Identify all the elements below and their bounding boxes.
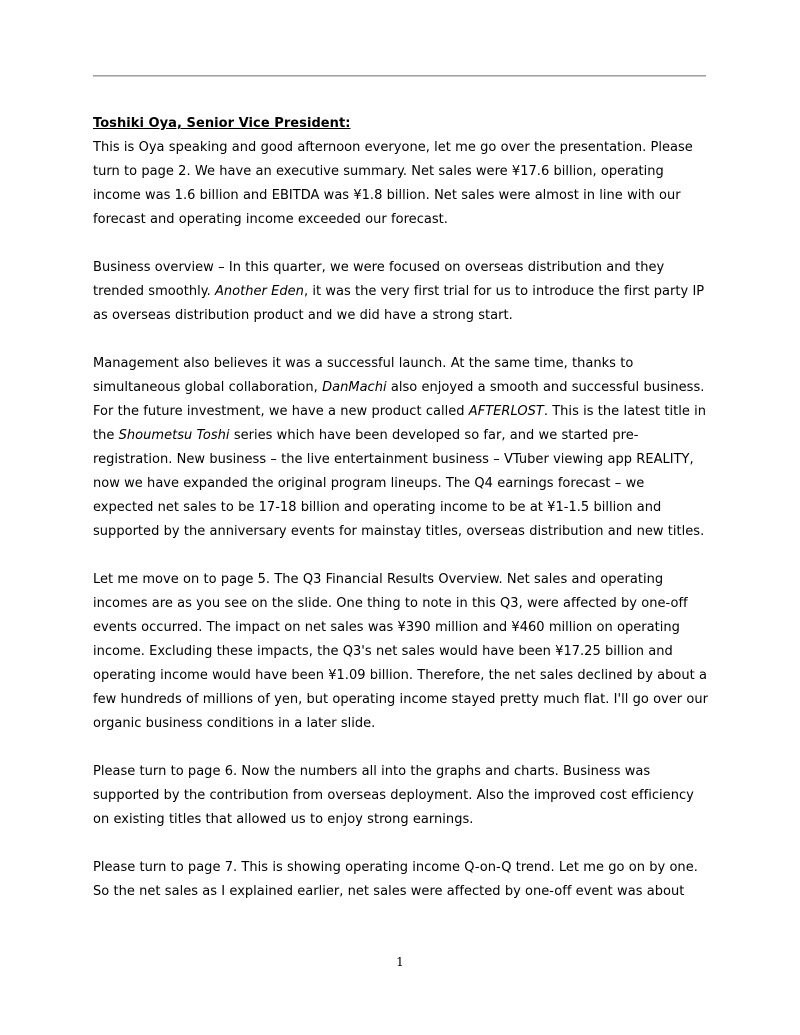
paragraph-spacer [93, 544, 708, 568]
header-divider [93, 75, 706, 77]
paragraph-q3-results: Let me move on to page 5. The Q3 Financial Results Overview. Net sales and operating incomes are as you see on the slide. One thing to note in this Q3, were affected by one-off events occurred. The impact on net sales was ¥390 million and ¥460 million on operating income. Excluding these impacts, the Q3's net sales would have been ¥17.25 billion and operating income would have been ¥1.09 billion. Therefore, the net sales declined by about a few hundreds of millions of yen, but operating income stayed pretty much flat. I'll go over our organic business conditions in a later slide. [93, 572, 709, 731]
document-body [93, 112, 708, 904]
text-segment: , it was the very first trial for us to introduce the first party IP as overseas distribution product and we did have a strong start. [93, 284, 705, 323]
paragraph-management [93, 352, 708, 544]
title-another-eden: Another Eden [214, 284, 304, 299]
paragraph-spacer [93, 736, 708, 760]
paragraph-page6: Please turn to page 6. Now the numbers all into the graphs and charts. Business was supported by the contribution from overseas deployment. Also the improved cost efficiency on existing titles that allowed us to enjoy strong earnings. [93, 764, 694, 827]
paragraph-spacer [93, 832, 708, 856]
paragraph-business-overview [93, 256, 708, 328]
speaker-heading: Toshiki Oya, Senior Vice President: [93, 116, 351, 131]
title-afterlost: AFTERLOST [468, 404, 544, 419]
page-number: 1 [396, 955, 404, 969]
text-segment: also enjoyed a smooth and successful business. For the future investment, we have a new product called [93, 380, 705, 419]
text-segment: . This is the latest title in the [93, 404, 707, 443]
title-danmachi: DanMachi [322, 380, 387, 395]
paragraph-spacer [93, 328, 708, 352]
text-segment: series which have been developed so far, and we started pre-registration. New business – the live entertainment business – VTuber viewing app REALITY, now we have expanded the original program lineups. The Q4 earnings forecast – we expected net sales to be 17-18 billion and operating income to be at ¥1-1.5 billion and supported by the anniversary events for mainstay titles, overseas distribution and new titles. [93, 428, 705, 539]
title-shoumetsu-toshi: Shoumetsu Toshi [118, 428, 230, 443]
text-segment: Business overview – In this quarter, we were focused on overseas distribution and they trended smoothly. [93, 260, 665, 299]
paragraph-spacer [93, 232, 708, 256]
paragraph-intro: This is Oya speaking and good afternoon everyone, let me go over the presentation. Please turn to page 2. We have an executive summary. Net sales were ¥17.6 billion, operating income was 1.6 billion and EBITDA was ¥1.8 billion. Net sales were almost in line with our forecast and operating income exceeded our forecast. [93, 140, 693, 227]
paragraph-page7: Please turn to page 7. This is showing operating income Q-on-Q trend. Let me go on by one. So the net sales as I explained earlier, net sales were affected by one-off event was about [93, 860, 698, 899]
text-segment: Management also believes it was a successful launch. At the same time, thanks to simultaneous global collaboration, [93, 356, 634, 395]
